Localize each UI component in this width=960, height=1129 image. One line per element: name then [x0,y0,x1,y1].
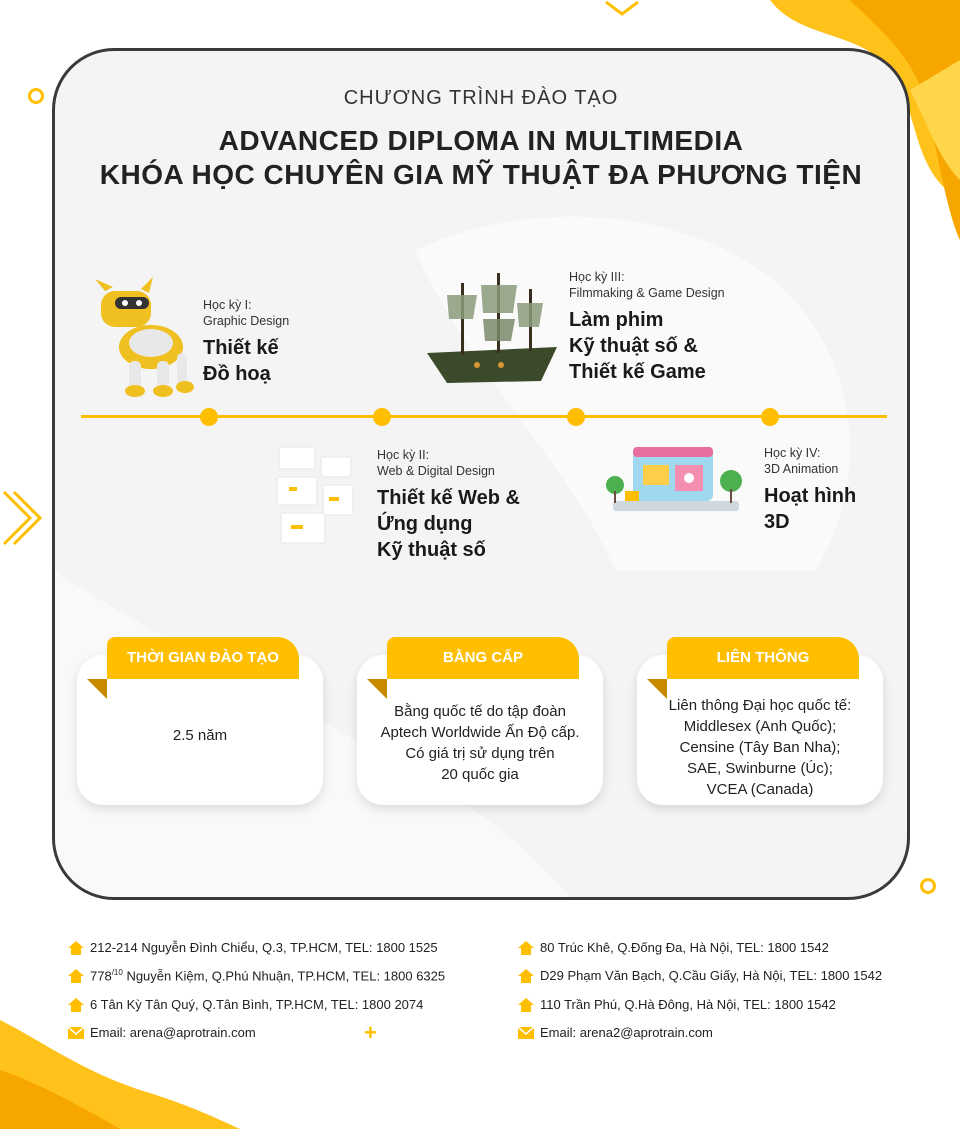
robot-dog-illustration [91,277,201,401]
home-icon [518,941,534,955]
semester-3 [569,269,725,385]
address-hn-3 [518,997,836,1012]
semester-2-subject: Web & Digital Design [377,464,495,478]
email-hn [518,1025,713,1040]
degree-line: Aptech Worldwide Ấn Độ cấp. [380,724,580,741]
semester-1-label: Học kỳ I: [203,298,252,312]
semester-2 [377,447,520,563]
tab-fold [367,679,387,699]
semester-3-title [569,307,725,385]
top-chevron-decoration [604,0,640,18]
timeline-dot-semester-3 [567,408,585,426]
address-hcm-2 [68,968,445,983]
semester-4-label: Học kỳ IV: [764,446,821,460]
semester-4-subject: 3D Animation [764,462,839,476]
transfer-line: Middlesex (Anh Quốc); [683,718,837,735]
timeline-dot-semester-2 [373,408,391,426]
tab-fold [87,679,107,699]
duration-value: 2.5 năm [172,727,228,744]
mail-icon [518,1026,534,1040]
semester-1-title [203,335,289,387]
degree-line: 20 quốc gia [441,766,519,783]
semester-2-title [377,485,520,563]
3d-scene-illustration [603,445,749,517]
address-text: 212-214 Nguyễn Đình Chiểu, Q.3, TP.HCM, TEL: 1800 1525 [90,940,438,955]
address-number: 778 [90,968,112,984]
semester-4-title [764,483,856,535]
semester-2-title-line: Kỹ thuật số [377,539,486,561]
address-text: D29 Phạm Văn Bạch, Q.Cầu Giấy, Hà Nội, TEL: 1800 1542 [540,968,883,983]
program-card [52,48,910,900]
degree-tab-label: BẰNG CẤP [442,649,523,666]
semester-3-title-line: Làm phim [569,309,664,331]
web-ui-mockup-illustration [271,443,361,555]
duration-box [77,649,323,805]
address-text [90,968,445,983]
email-text[interactable]: Email: arena2@aprotrain.com [540,1025,713,1040]
duration-tab-label: THỜI GIAN ĐÀO TẠO [127,649,279,666]
transfer-line: VCEA (Canada) [706,781,814,798]
address-hn-2 [518,968,882,983]
home-icon [68,941,84,955]
semester-2-title-line: Ứng dụng [377,513,473,535]
transfer-tab [667,637,859,679]
semester-3-label: Học kỳ III: [569,270,625,284]
program-title-english: ADVANCED DIPLOMA IN MULTIMEDIA [218,125,744,156]
timeline-dot-semester-1 [200,408,218,426]
program-subtitle: CHƯƠNG TRÌNH ĐÀO TẠO [343,87,619,109]
address-text: 110 Trần Phú, Q.Hà Đông, Hà Nội, TEL: 1800 1542 [540,997,836,1012]
semester-2-title-line: Thiết kế Web & [377,487,520,509]
semester-3-title-line: Kỹ thuật số & [569,335,698,357]
address-text: 6 Tân Kỳ Tân Quý, Q.Tân Bình, TP.HCM, TEL: 1800 2074 [90,997,424,1012]
transfer-line: Liên thông Đại học quốc tế: [668,697,852,714]
semester-2-label: Học kỳ II: [377,448,430,462]
ring-decoration-left [28,88,44,104]
duration-content [77,725,323,746]
address-text: 80 Trúc Khê, Q.Đống Đa, Hà Nội, TEL: 1800 1542 [540,940,829,955]
pirate-ship-illustration [417,269,567,391]
semester-1-title-line: Đồ hoạ [203,363,271,385]
timeline-dot-semester-4 [761,408,779,426]
address-superscript: /10 [111,968,123,977]
degree-box [357,649,603,805]
duration-tab [107,637,299,679]
address-hn-1 [518,940,829,955]
home-icon [68,969,84,983]
address-hcm-1 [68,940,438,955]
program-title-vietnamese: KHÓA HỌC CHUYÊN GIA MỸ THUẬT ĐA PHƯƠNG TIỆN [99,159,863,190]
semester-4 [764,445,856,535]
transfer-box [637,649,883,805]
semester-3-title-line: Thiết kế Game [569,361,706,383]
double-chevron-decoration [0,488,42,548]
semester-1 [203,297,289,387]
degree-content [357,701,603,785]
address-rest: Nguyễn Kiệm, Q.Phú Nhuận, TP.HCM, TEL: 1800 6325 [122,968,446,984]
degree-tab [387,637,579,679]
mail-icon [68,1026,84,1040]
transfer-tab-label: LIÊN THÔNG [716,649,810,666]
degree-line: Có giá trị sử dụng trên [405,745,555,762]
transfer-content [637,695,883,800]
home-icon [518,969,534,983]
home-icon [68,998,84,1012]
semester-1-subject: Graphic Design [203,314,290,328]
address-hcm-3 [68,997,423,1012]
home-icon [518,998,534,1012]
email-text[interactable]: Email: arena@aprotrain.com [90,1025,256,1040]
semester-4-title-line: 3D [764,511,790,533]
transfer-line: Censine (Tây Ban Nha); [679,739,841,756]
semester-4-title-line: Hoạt hình [764,485,857,507]
ring-decoration-right [920,878,936,894]
plus-decoration: + [364,1020,377,1045]
transfer-line: SAE, Swinburne (Úc); [687,760,833,777]
email-hcm [68,1025,256,1040]
degree-line: Bằng quốc tế do tập đoàn [394,703,566,720]
semester-3-subject: Filmmaking & Game Design [569,286,725,300]
semester-1-title-line: Thiết kế [203,337,279,359]
